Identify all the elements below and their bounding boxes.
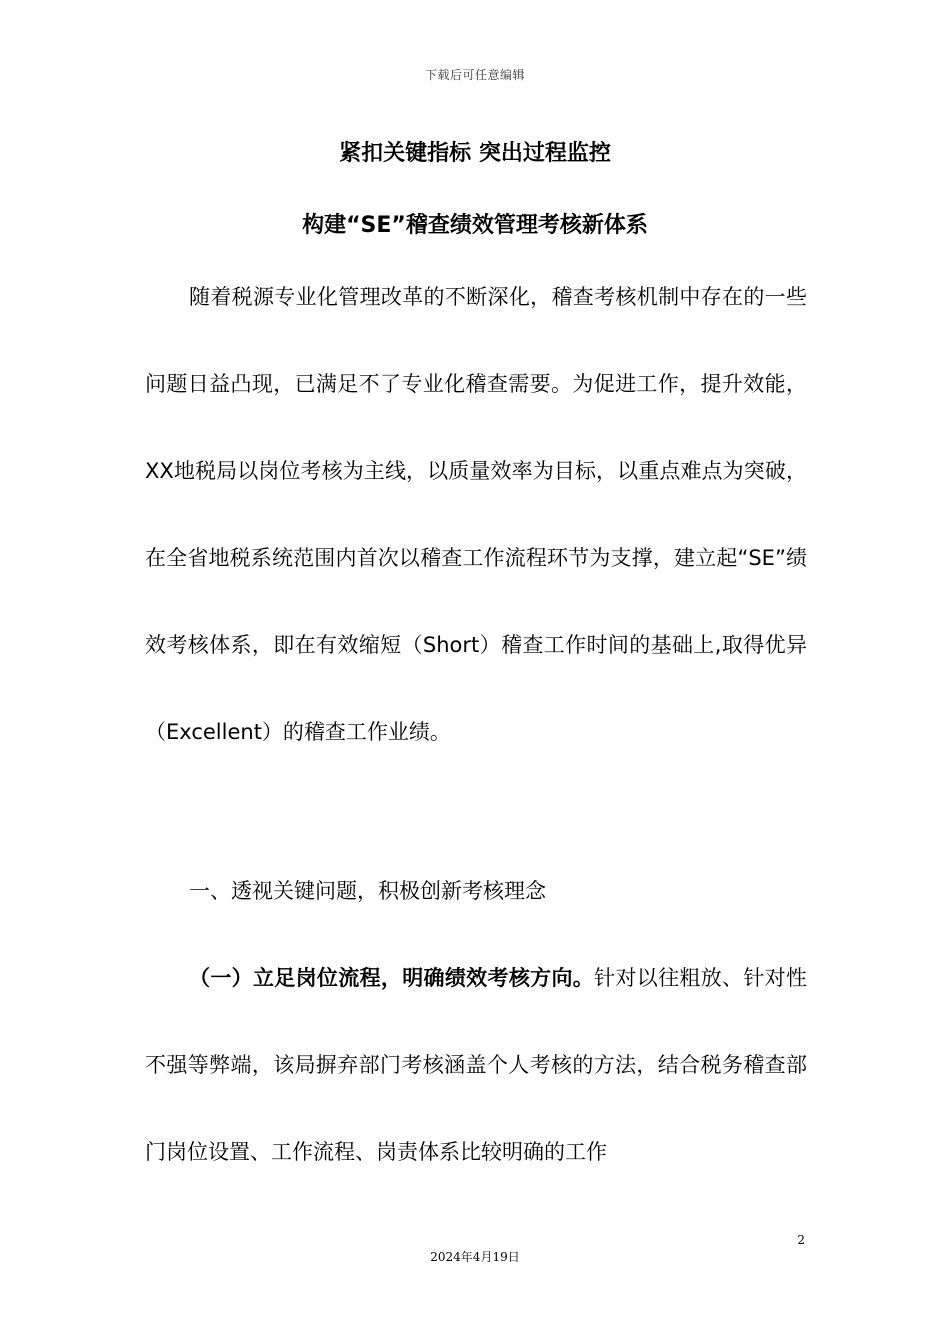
footer-date: 2024年4月19日 — [430, 1250, 520, 1264]
section-heading-1: 一、透视关键问题，积极创新考核理念 — [189, 879, 546, 903]
body-paragraph-section-1-1 — [145, 935, 807, 1196]
paragraph-text: 针对以往粗放、针对性不强等弊端，该局摒弃部门考核涵盖个人考核的方法，结合税务稽查部门岗位设置、工作流程、岗责体系比较明确的工作 — [145, 966, 808, 1164]
page-number: 2 — [797, 1233, 805, 1247]
body-paragraph-intro: 随着税源专业化管理改革的不断深化，稽查考核机制中存在的一些问题日益凸现，已满足不了专业化稽查需要。为促进工作，提升效能，XX地税局以岗位考核为主线，以质量效率为目标，以重点难点为突破，在全省地税系统范围内首次以稽查工作流程环节为支撑，建立起“SE”绩效考核体系，即在有效缩短（Short）稽查工作时间的基础上,取得优异（Excellent）的稽查工作业绩。 — [145, 285, 807, 744]
subheading-lead: （一）立足岗位流程，明确绩效考核方向。 — [189, 966, 595, 990]
header-note: 下载后可任意编辑 — [424, 68, 525, 82]
document-title-line-2: 构建“SE”稽查绩效管理考核新体系 — [302, 213, 648, 238]
document-title-line-1: 紧扣关键指标 突出过程监控 — [339, 141, 611, 166]
